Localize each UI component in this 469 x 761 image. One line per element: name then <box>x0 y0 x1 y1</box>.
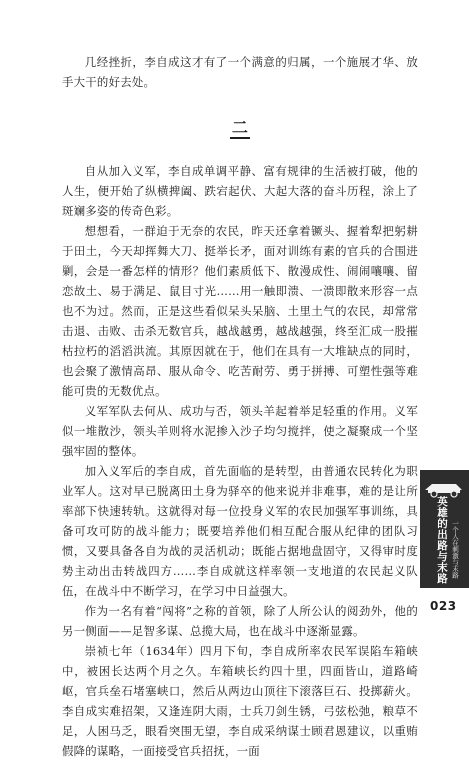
body-text <box>62 52 418 761</box>
paragraph-1: 几经挫折，李自成这才有了一个满意的归属，一个施展才华、放手大干的好去处。 <box>62 55 418 89</box>
section-heading <box>62 119 418 139</box>
section-numeral: 二 <box>231 118 249 137</box>
sidebar-subtitle: 一个人在刺激与末路 <box>451 520 459 579</box>
page-number: 023 <box>430 599 457 613</box>
sidebar-title: 英雄的出路与末路 <box>436 496 448 584</box>
wagon-logo-icon <box>422 478 466 498</box>
paragraph-7: 崇祯七年（1634年）四月下旬，李自成所率农民军误陷车箱峡中，被困长达两个月之久。车箱峡长约四十里，四面皆山，道路崎岖，官兵垒石堵塞峡口，然后从两边山顶往下滚落巨石、投掷薪火。李自成实难招架，又逢连阴大雨，士兵刀剑生锈，弓弦松弛，粮草不足，人困马乏，眼看突围无望，李自成采纳谋士顾君恩建议，以重贿假降的谋略，一面接受官兵招抚，一面 <box>62 644 418 758</box>
paragraph-3: 想想看，一群迫于无奈的农民，昨天还拿着镢头、握着犁把躬耕于田土，今天却挥舞大刀、挺举长矛，面对训练有素的官兵的合围进剿，会是一番怎样的情形？他们素质低下、散漫成性、闹闹嚷嚷、留恋故土、易于满足、鼠目寸光……用一触即溃、一溃即散来形容一点也不为过。然而，正是这些看似呆头呆脑、土里土气的农民，却常常击退、击败、击杀无数官兵，越战越勇，越战越强，终至汇成一股摧枯拉朽的滔滔洪流。其原因就在于，他们在具有一大堆缺点的同时，也会聚了激情高昂、服从命令、吃苦耐劳、勇于拼搏、可塑性强等难能可贵的无数优点。 <box>62 224 418 398</box>
paragraph-2: 自从加入义军，李自成单调平静、富有规律的生活被打破，他的人生，便开始了纵横捭阖、跌宕起伏、大起大落的奋斗历程，涂上了斑斓多姿的传奇色彩。 <box>62 164 418 218</box>
paragraph-4: 义军军队去何从、成功与否，领头羊起着举足轻重的作用。义军似一堆散沙，领头羊则将水泥掺入沙子均匀搅拌，使之凝聚成一个坚强牢固的整体。 <box>62 404 418 458</box>
paragraph-5: 加入义军后的李自成，首先面临的是转型，由普通农民转化为职业军人。这对早已脱离田土身为驿卒的他来说并非难事，难的是让所率部下快速转轨。这就得对每一位投身义军的农民加强军事训练，具备可攻可防的战斗能力；既要培养他们相互配合服从纪律的团队习惯，又要具备各自为战的灵活机动；既能占据地盘固守，又得审时度势主动出击转战四方……李自成就这样率领一支地道的农民起义队伍，在战斗中不断学习，在学习中日益强大。 <box>62 464 418 598</box>
paragraph-6: 作为一名有着“闯将”之称的首领，除了人所公认的阅劲外，他的另一侧面——足智多谋、总揽大局，也在战斗中逐渐显露。 <box>62 604 418 638</box>
